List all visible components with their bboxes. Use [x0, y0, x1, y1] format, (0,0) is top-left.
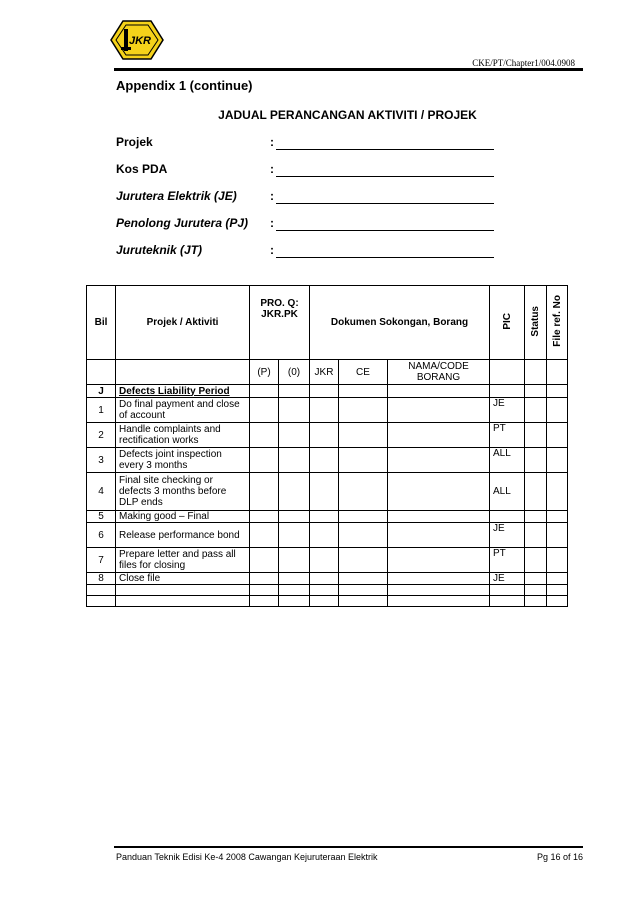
- row-activity: Release performance bond: [116, 523, 250, 548]
- row-pic: JE: [490, 398, 525, 423]
- subheader-jkr: JKR: [310, 360, 339, 385]
- logo-text: JKR: [128, 35, 152, 47]
- header-projek-aktiviti: Projek / Aktiviti: [116, 286, 250, 360]
- row-pic: ALL: [490, 448, 525, 473]
- subheader-nama-code-borang: NAMA/CODE BORANG: [388, 360, 490, 385]
- field-blank-line: [276, 149, 494, 150]
- table-header-row: [87, 286, 568, 360]
- row-activity: Close file: [116, 573, 250, 585]
- header-dokumen-sokongan: Dokumen Sokongan, Borang: [310, 286, 490, 360]
- section-bil: J: [87, 385, 116, 398]
- row-pic: ALL: [490, 473, 525, 511]
- row-activity: Handle complaints and rectification works: [116, 423, 250, 448]
- row-activity: Do final payment and close of account: [116, 398, 250, 423]
- row-bil: 2: [87, 423, 116, 448]
- subheader-zero: (0): [279, 360, 310, 385]
- table-row: [87, 423, 568, 448]
- header-bil: Bil: [87, 286, 116, 360]
- table-row: [87, 511, 568, 523]
- table-row: [87, 398, 568, 423]
- field-label: Projek: [116, 135, 153, 149]
- table-subheader-row: [87, 360, 568, 385]
- row-bil: 1: [87, 398, 116, 423]
- row-bil: 4: [87, 473, 116, 511]
- field-label: Jurutera Elektrik (JE): [116, 189, 237, 203]
- row-bil: 6: [87, 523, 116, 548]
- footer-rule: [114, 846, 583, 848]
- row-activity: Making good – Final: [116, 511, 250, 523]
- page-number: Pg 16 of 16: [536, 852, 583, 862]
- table-empty-row: [87, 585, 568, 596]
- appendix-heading: Appendix 1 (continue): [116, 78, 253, 93]
- subheader-p: (P): [250, 360, 279, 385]
- table-empty-row: [87, 596, 568, 607]
- field-label: Kos PDA: [116, 162, 168, 176]
- table-row: [87, 448, 568, 473]
- jkr-logo: [109, 19, 165, 61]
- field-blank-line: [276, 230, 494, 231]
- field-colon: :: [270, 216, 274, 230]
- section-title: Defects Liability Period: [116, 385, 250, 398]
- activity-table: [86, 285, 568, 607]
- row-pic: PT: [490, 423, 525, 448]
- field-colon: :: [270, 135, 274, 149]
- table-row: [87, 523, 568, 548]
- header-pic: [490, 286, 525, 360]
- header-file-ref: [547, 286, 568, 360]
- row-activity: Defects joint inspection every 3 months: [116, 448, 250, 473]
- row-pic: PT: [490, 548, 525, 573]
- table-row: [87, 548, 568, 573]
- field-label: Penolong Jurutera (PJ): [116, 216, 249, 230]
- subheader-ce: CE: [339, 360, 388, 385]
- header-status-label: Status: [530, 305, 541, 337]
- row-bil: 3: [87, 448, 116, 473]
- row-pic: JE: [490, 523, 525, 548]
- row-pic: [490, 511, 525, 523]
- header-pro-q: PRO. Q: JKR.PK: [250, 286, 310, 360]
- document-reference: CKE/PT/Chapter1/004.0908: [472, 58, 575, 68]
- field-colon: :: [270, 243, 274, 257]
- table-row: [87, 473, 568, 511]
- document-title: JADUAL PERANCANGAN AKTIVITI / PROJEK: [218, 108, 477, 122]
- header-rule: [114, 68, 583, 71]
- header-status: [525, 286, 547, 360]
- footer-title: Panduan Teknik Edisi Ke-4 2008 Cawangan Kejuruteraan Elektrik: [116, 852, 378, 862]
- row-bil: 7: [87, 548, 116, 573]
- field-colon: :: [270, 162, 274, 176]
- header-pic-label: PIC: [501, 312, 513, 330]
- field-blank-line: [276, 257, 494, 258]
- table-section-row: [87, 385, 568, 398]
- table-row: [87, 573, 568, 585]
- header-file-ref-label: File ref. No: [551, 295, 563, 347]
- row-bil: 5: [87, 511, 116, 523]
- row-pic: JE: [490, 573, 525, 585]
- row-bil: 8: [87, 573, 116, 585]
- row-activity: Final site checking or defects 3 months before DLP ends: [116, 473, 250, 511]
- field-blank-line: [276, 176, 494, 177]
- field-blank-line: [276, 203, 494, 204]
- field-label: Juruteknik (JT): [116, 243, 203, 257]
- row-activity: Prepare letter and pass all files for closing: [116, 548, 250, 573]
- field-colon: :: [270, 189, 274, 203]
